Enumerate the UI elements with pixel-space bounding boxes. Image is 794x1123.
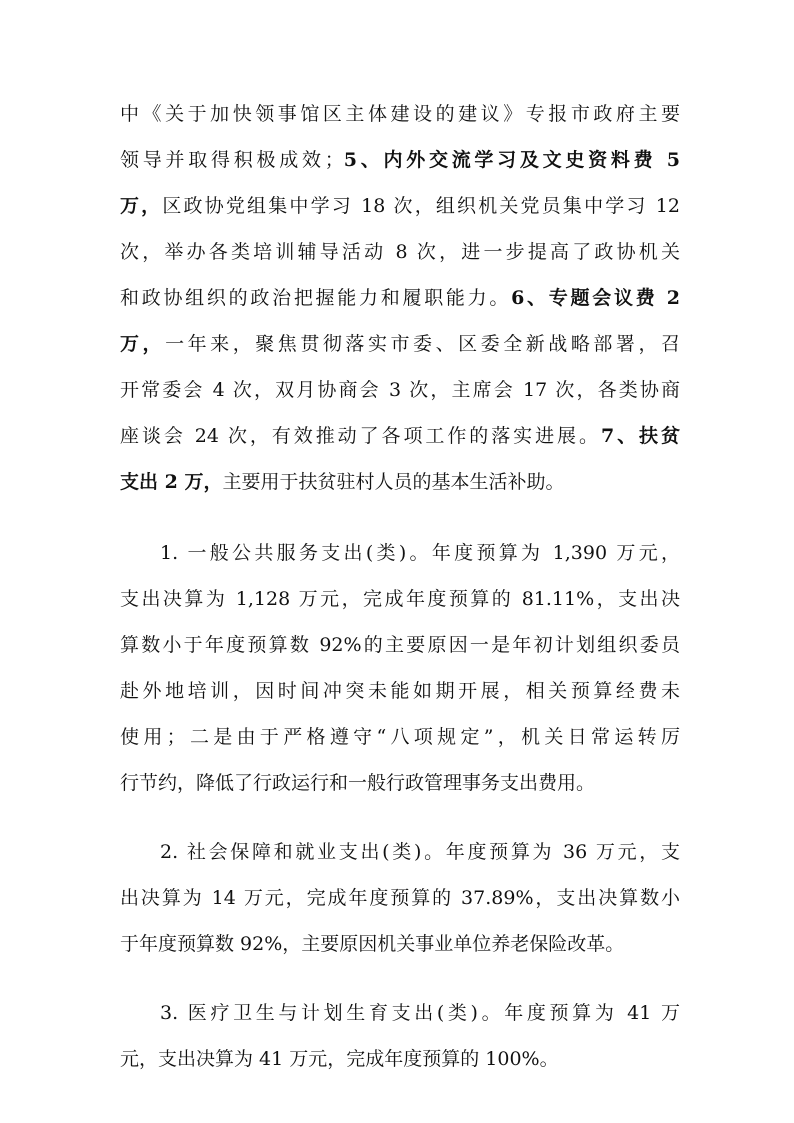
text-span: 座谈会 24 次，有效推动了各项工作的落实进展。	[120, 425, 601, 447]
text-line: 出决算为 14 万元，完成年度预算的 37.89%，支出决算数小	[120, 887, 680, 909]
text-span: 领导并取得积极成效；	[120, 149, 344, 171]
text-line: 3. 医疗卫生与计划生育支出(类)。年度预算为 41 万	[160, 1002, 680, 1024]
text-span: 主要用于扶贫驻村人员的基本生活补助。	[222, 471, 565, 493]
text-line	[120, 418, 680, 454]
text-span: 和政协组织的政治把握能力和履职能力。	[120, 287, 512, 309]
text-line: 于年度预算数 92%，主要原因机关事业单位养老保险改革。	[120, 933, 625, 955]
text-line: 中《关于加快领事馆区主体建设的建议》专报市政府主要	[120, 103, 680, 125]
text-line: 2. 社会保障和就业支出(类)。年度预算为 36 万元，支	[160, 841, 680, 863]
bold-heading-item5: 5、内外交流学习及文史资料费 5	[343, 149, 680, 171]
text-line	[120, 464, 680, 500]
text-line	[120, 188, 680, 224]
text-line: 赴外地培训，因时间冲突未能如期开展，相关预算经费未	[120, 680, 680, 702]
bold-heading-item7: 7、扶贫	[600, 425, 680, 447]
text-line: 支出决算为 1,128 万元，完成年度预算的 81.11%，支出决	[120, 588, 680, 610]
text-span: 一年来，聚焦贯彻落实市委、区委全新战略部署，召	[165, 333, 680, 355]
bold-heading-item6: 6、专题会议费 2	[511, 287, 680, 309]
text-line	[120, 280, 680, 316]
text-line: 行节约，降低了行政运行和一般行政管理事务支出费用。	[120, 772, 596, 794]
text-span: 区政协党组集中学习 18 次，组织机关党员集中学习 12	[162, 195, 680, 217]
text-line: 开常委会 4 次，双月协商会 3 次，主席会 17 次，各类协商	[120, 379, 680, 401]
text-line: 算数小于年度预算数 92%的主要原因一是年初计划组织委员	[120, 634, 680, 656]
text-line: 使用；二是由于严格遵守“八项规定”，机关日常运转厉	[120, 726, 680, 748]
text-line	[120, 326, 680, 362]
bold-heading-item6-end: 万，	[120, 333, 166, 355]
text-line: 元，支出决算为 41 万元，完成年度预算的 100%。	[120, 1048, 559, 1070]
bold-heading-item7-end: 支出 2 万，	[120, 471, 223, 493]
bold-heading-item5-end: 万，	[120, 195, 163, 217]
text-line: 次，举办各类培训辅导活动 8 次，进一步提高了政协机关	[120, 241, 680, 263]
text-line: 1. 一般公共服务支出(类)。年度预算为 1,390 万元，	[160, 542, 680, 564]
text-line	[120, 142, 680, 178]
